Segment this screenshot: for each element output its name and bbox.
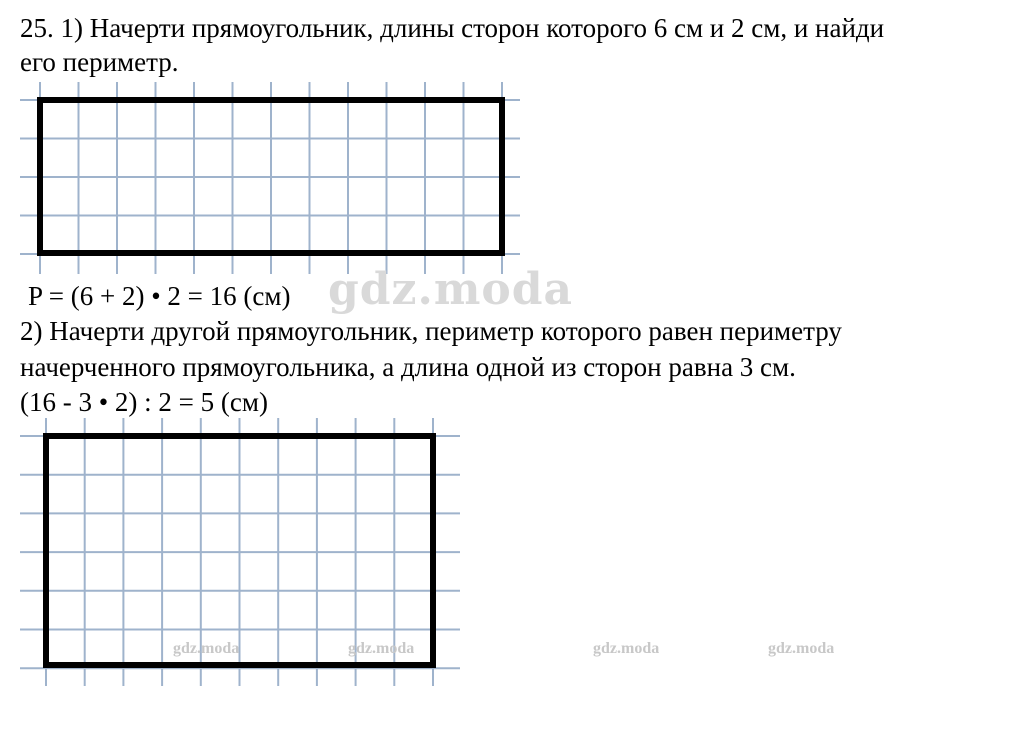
watermark-small: gdz.moda xyxy=(348,640,415,657)
watermark-small: gdz.moda xyxy=(173,640,240,657)
task-line-3: 2) Начерти другой прямоугольник, периметр которого равен периметру xyxy=(20,316,842,346)
task-line-4: начерченного прямоугольника, а длина одной из сторон равна 3 см. xyxy=(20,352,796,382)
answer-1: P = (6 + 2) • 2 = 16 (см) xyxy=(28,281,291,311)
task-line-2: его периметр. xyxy=(20,47,179,77)
grid-figure-1 xyxy=(20,82,520,274)
task-line-1: 25. 1) Начерти прямоугольник, длины сторон которого 6 см и 2 см, и найди xyxy=(20,13,885,43)
watermark-small: gdz.moda xyxy=(593,640,660,657)
answer-2: (16 - 3 • 2) : 2 = 5 (см) xyxy=(20,387,268,417)
watermark-small: gdz.moda xyxy=(768,640,835,657)
watermark-big: gdz.moda xyxy=(328,264,574,315)
